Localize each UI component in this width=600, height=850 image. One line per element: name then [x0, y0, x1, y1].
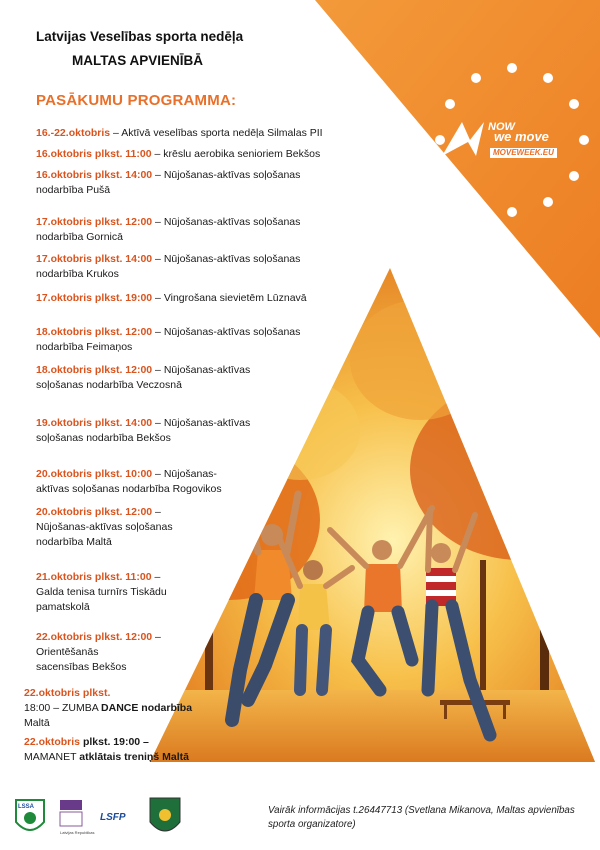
logo-moveweek: MOVEWEEK.EU — [490, 148, 557, 158]
event-date: 22.oktobris plkst. 12:00 — [36, 631, 153, 643]
event-text: – Nūjošanas-aktīvas soļošanas — [152, 253, 301, 265]
header-line-1: Latvijas Veselības sporta nedēļa — [36, 29, 244, 44]
logo-we-move: we move — [494, 129, 549, 144]
event-text: – — [152, 631, 161, 643]
event-text: soļošanas nodarbība Bekšos — [36, 432, 171, 444]
moveweek-logo — [438, 118, 578, 162]
event-date: 16.oktobris plkst. 14:00 — [36, 169, 153, 181]
event-text: 18:00 – ZUMBA — [24, 702, 102, 714]
lsfp-logo: LSFP — [100, 812, 126, 823]
event-text: – — [151, 571, 161, 583]
event-text: Orientēšanās — [36, 646, 99, 658]
event-mamanet — [24, 735, 254, 765]
event-text: – Nūjošanas-aktīvas — [152, 364, 251, 376]
event-text-bold: plkst. 19:00 – — [80, 736, 149, 748]
event-text: Galda tenisa turnīrs Tiskādu — [36, 586, 167, 598]
event-text: – Vingrošana sievietēm Lūznavā — [152, 292, 307, 304]
event-item — [36, 363, 336, 393]
event-date: 16.-22.oktobris — [36, 127, 111, 139]
logo-now: NOW — [488, 121, 515, 133]
event-item — [36, 252, 366, 282]
event-text: sacensības Bekšos — [36, 661, 127, 673]
event-date: 17.oktobris plkst. 14:00 — [36, 253, 153, 265]
event-date: 20.oktobris plkst. 10:00 — [36, 468, 153, 480]
event-item — [36, 215, 366, 245]
event-text: nodarbība Pušā — [36, 184, 111, 196]
event-date: 17.oktobris plkst. 12:00 — [36, 216, 153, 228]
event-date: 16.oktobris plkst. 11:00 — [36, 148, 152, 160]
event-item — [36, 325, 366, 355]
event-text: – Nūjošanas-aktīvas — [152, 417, 251, 429]
event-item — [36, 168, 366, 198]
event-date: 19.oktobris plkst. 14:00 — [36, 417, 153, 429]
event-text-bold: DANCE nodarbība — [101, 702, 193, 714]
program-heading: PASĀKUMU PROGRAMMA: — [36, 92, 237, 109]
event-item — [36, 570, 276, 615]
event-text: aktīvas soļošanas nodarbība Rogovikos — [36, 483, 222, 495]
event-text: – — [152, 506, 161, 518]
event-text: – Nūjošanas- — [152, 468, 217, 480]
event-item — [36, 416, 336, 446]
event-date: 22.oktobris plkst. — [24, 687, 111, 699]
event-zumba — [24, 686, 254, 731]
event-text: – Nūjošanas-aktīvas soļošanas — [152, 216, 301, 228]
event-item — [36, 126, 376, 141]
date-range-start: 16.10.2023.- — [432, 272, 517, 289]
event-date: 20.oktobris plkst. 12:00 — [36, 506, 153, 518]
footer-logos-graphics — [16, 798, 180, 835]
event-text: nodarbība Krukos — [36, 268, 119, 280]
event-item — [36, 147, 376, 162]
event-text-bold: atklātais treniņš Maltā — [79, 751, 189, 763]
header-line-2: MALTAS APVIENĪBĀ — [72, 53, 203, 68]
event-text: nodarbība Gornicā — [36, 231, 123, 243]
event-date: 17.oktobris plkst. 19:00 — [36, 292, 153, 304]
event-text: nodarbība Maltā — [36, 536, 112, 548]
event-item — [36, 630, 276, 675]
footer-contact-info: Vairāk informācijas t.26447713 (Svetlana Mikanova, Maltas apvienības sporta organizatore) — [268, 805, 575, 830]
event-text: – Nūjošanas-aktīvas soļošanas — [152, 169, 301, 181]
event-text: Nūjošanas-aktīvas soļošanas — [36, 521, 173, 533]
event-item — [36, 467, 316, 497]
event-item — [36, 505, 286, 550]
event-text: pamatskolā — [36, 601, 90, 613]
event-item — [36, 291, 366, 306]
event-text: – Aktīvā veselības sporta nedēļa Silmalas PII — [110, 127, 323, 139]
event-date: 18.oktobris plkst. 12:00 — [36, 326, 153, 338]
event-text: – Nūjošanas-aktīvas soļošanas — [152, 326, 301, 338]
event-date: 21.oktobris plkst. 11:00 — [36, 571, 152, 583]
event-text: MAMANET — [24, 751, 80, 763]
date-range-end: 22.10.2023. — [490, 296, 570, 313]
event-date: 22.oktobris — [24, 736, 81, 748]
event-text: – krēslu aerobika senioriem Bekšos — [151, 148, 321, 160]
event-text: soļošanas nodarbība Veczosnā — [36, 379, 182, 391]
event-text: nodarbība Feimaņos — [36, 341, 133, 353]
svg-text:LSSA: LSSA — [18, 804, 35, 810]
event-text: Maltā — [24, 717, 50, 729]
svg-text:Latvijas Republikas: Latvijas Republikas — [60, 830, 95, 835]
event-date: 18.oktobris plkst. 12:00 — [36, 364, 153, 376]
